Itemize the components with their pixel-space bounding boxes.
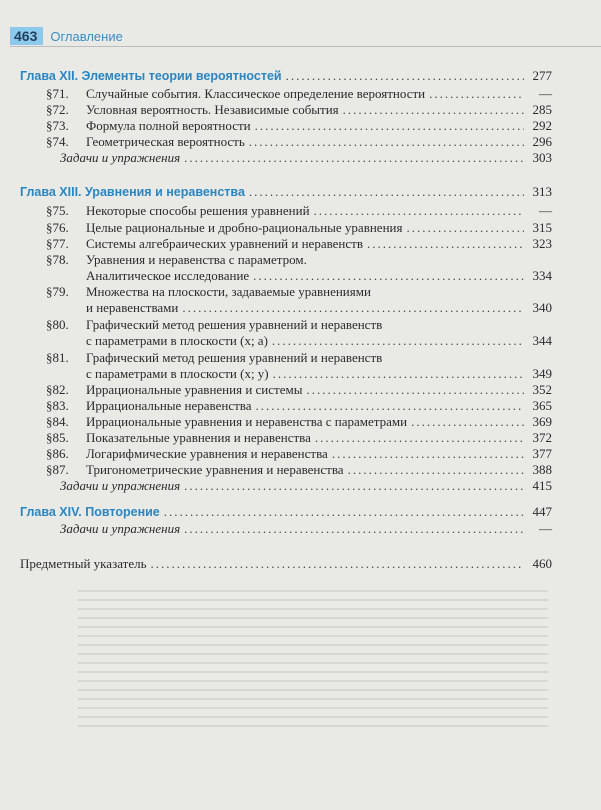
dot-leader [151, 556, 524, 572]
toc-section-78[interactable] [86, 268, 552, 284]
section-number: §87. [46, 462, 69, 477]
section-title: Иррациональные уравнения и неравенства с параметрами [86, 414, 408, 429]
dot-leader [332, 446, 524, 462]
toc-section-82[interactable] [46, 382, 552, 398]
section-number: §76. [46, 220, 69, 235]
show-through-texture [78, 590, 548, 730]
page-ref: — [539, 86, 552, 101]
page-ref: 388 [532, 462, 552, 477]
dot-leader [249, 134, 524, 150]
running-title: Оглавление [50, 28, 123, 44]
dot-leader [306, 382, 524, 398]
dot-leader [184, 478, 524, 494]
page-header [10, 26, 123, 46]
toc-chapter-13[interactable] [20, 184, 552, 200]
section-title: Случайные события. Классическое определение вероятности [86, 86, 426, 101]
section-title: Формула полной вероятности [86, 118, 251, 133]
toc-exercises-13[interactable] [60, 478, 552, 494]
section-title-cont: с параметрами в плоскости (x; y) [86, 366, 269, 381]
dot-leader [182, 300, 524, 316]
section-title: Графический метод решения уравнений и неравенств [86, 350, 383, 365]
toc-section-79-line1[interactable] [46, 284, 371, 300]
page-ref: 352 [532, 382, 552, 397]
page-ref: 344 [532, 333, 552, 348]
page-ref: 303 [532, 150, 552, 165]
toc-chapter-12[interactable] [20, 68, 552, 84]
dot-leader [348, 462, 524, 478]
toc-subject-index[interactable] [20, 556, 552, 572]
exercises-title: Задачи и упражнения [60, 521, 181, 536]
dot-leader [184, 521, 524, 537]
exercises-title: Задачи и упражнения [60, 478, 181, 493]
toc-section-79[interactable] [86, 300, 552, 316]
page-ref: 447 [532, 504, 552, 519]
toc-section-80-line1[interactable] [46, 317, 382, 333]
section-title: Условная вероятность. Независимые события [86, 102, 339, 117]
section-title: Целые рациональные и дробно-рациональные уравнения [86, 220, 403, 235]
toc-section-81[interactable] [86, 366, 552, 382]
section-title: Показательные уравнения и неравенства [86, 430, 311, 445]
dot-leader [256, 398, 524, 414]
header-divider [10, 46, 601, 47]
page-ref: 372 [532, 430, 552, 445]
dot-leader [164, 504, 524, 520]
page-ref: 334 [532, 268, 552, 283]
section-title: Тригонометрические уравнения и неравенства [86, 462, 344, 477]
toc-section-72[interactable] [46, 102, 552, 118]
page-ref: 460 [532, 556, 552, 571]
section-number: §82. [46, 382, 69, 397]
page-ref: 369 [532, 414, 552, 429]
toc-section-85[interactable] [46, 430, 552, 446]
toc-exercises-12[interactable] [60, 150, 552, 166]
section-title-cont: и неравенствами [86, 300, 179, 315]
section-title: Логарифмические уравнения и неравенства [86, 446, 328, 461]
section-number: §72. [46, 102, 69, 117]
dot-leader [343, 102, 524, 118]
toc-exercises-14[interactable] [60, 521, 552, 537]
page-ref: 315 [532, 220, 552, 235]
section-number: §86. [46, 446, 69, 461]
page-ref: 340 [532, 300, 552, 315]
dot-leader [272, 333, 524, 349]
section-number: §75. [46, 203, 69, 218]
page-ref: — [539, 203, 552, 218]
dot-leader [273, 366, 524, 382]
page-ref: 292 [532, 118, 552, 133]
chapter-title: Глава XIV. Повторение [20, 505, 160, 519]
toc-section-84[interactable] [46, 414, 552, 430]
toc-section-86[interactable] [46, 446, 552, 462]
page-ref: 349 [532, 366, 552, 381]
dot-leader [249, 184, 524, 200]
section-title: Множества на плоскости, задаваемые уравнениями [86, 284, 371, 299]
section-title-cont: с параметрами в плоскости (x; a) [86, 333, 268, 348]
section-number: §84. [46, 414, 69, 429]
dot-leader [411, 414, 524, 430]
page-ref: 415 [532, 478, 552, 493]
section-number: §74. [46, 134, 69, 149]
section-number: §79. [46, 284, 69, 299]
toc-section-76[interactable] [46, 220, 552, 236]
section-title-cont: Аналитическое исследование [86, 268, 250, 283]
dot-leader [253, 268, 524, 284]
toc-section-83[interactable] [46, 398, 552, 414]
toc-section-77[interactable] [46, 236, 552, 252]
toc-chapter-14[interactable] [20, 504, 552, 520]
dot-leader [184, 150, 524, 166]
page-ref: 323 [532, 236, 552, 251]
toc-section-80[interactable] [86, 333, 552, 349]
section-number: §80. [46, 317, 69, 332]
section-title: Иррациональные неравенства [86, 398, 252, 413]
dot-leader [315, 430, 524, 446]
section-number: §78. [46, 252, 69, 267]
toc-section-71[interactable] [46, 86, 552, 102]
dot-leader [286, 68, 524, 84]
page-number: 463 [10, 27, 43, 45]
page-ref: 285 [532, 102, 552, 117]
section-title: Некоторые способы решения уравнений [86, 203, 310, 218]
section-title: Уравнения и неравенства с параметром. [86, 252, 307, 267]
dot-leader [429, 86, 524, 102]
dot-leader [406, 220, 524, 236]
toc-section-73[interactable] [46, 118, 552, 134]
exercises-title: Задачи и упражнения [60, 150, 181, 165]
section-number: §85. [46, 430, 69, 445]
section-number: §77. [46, 236, 69, 251]
page-ref: 313 [532, 184, 552, 199]
toc-section-78-line1[interactable] [46, 252, 307, 268]
dot-leader [255, 118, 524, 134]
section-title: Графический метод решения уравнений и неравенств [86, 317, 383, 332]
toc-section-87[interactable] [46, 462, 552, 478]
section-title: Системы алгебраических уравнений и неравенств [86, 236, 363, 251]
chapter-title: Глава XII. Элементы теории вероятностей [20, 69, 282, 83]
page-ref: 365 [532, 398, 552, 413]
section-number: §73. [46, 118, 69, 133]
toc-section-81-line1[interactable] [46, 350, 382, 366]
dot-leader [367, 236, 524, 252]
chapter-title: Глава XIII. Уравнения и неравенства [20, 185, 245, 199]
section-title: Геометрическая вероятность [86, 134, 245, 149]
page-ref: 277 [532, 68, 552, 83]
page-ref: — [539, 521, 552, 536]
index-title: Предметный указатель [20, 556, 147, 571]
section-number: §71. [46, 86, 69, 101]
toc-section-75[interactable] [46, 203, 552, 219]
dot-leader [314, 203, 524, 219]
section-number: §83. [46, 398, 69, 413]
section-number: §81. [46, 350, 69, 365]
section-title: Иррациональные уравнения и системы [86, 382, 303, 397]
page-ref: 377 [532, 446, 552, 461]
toc-section-74[interactable] [46, 134, 552, 150]
page-ref: 296 [532, 134, 552, 149]
